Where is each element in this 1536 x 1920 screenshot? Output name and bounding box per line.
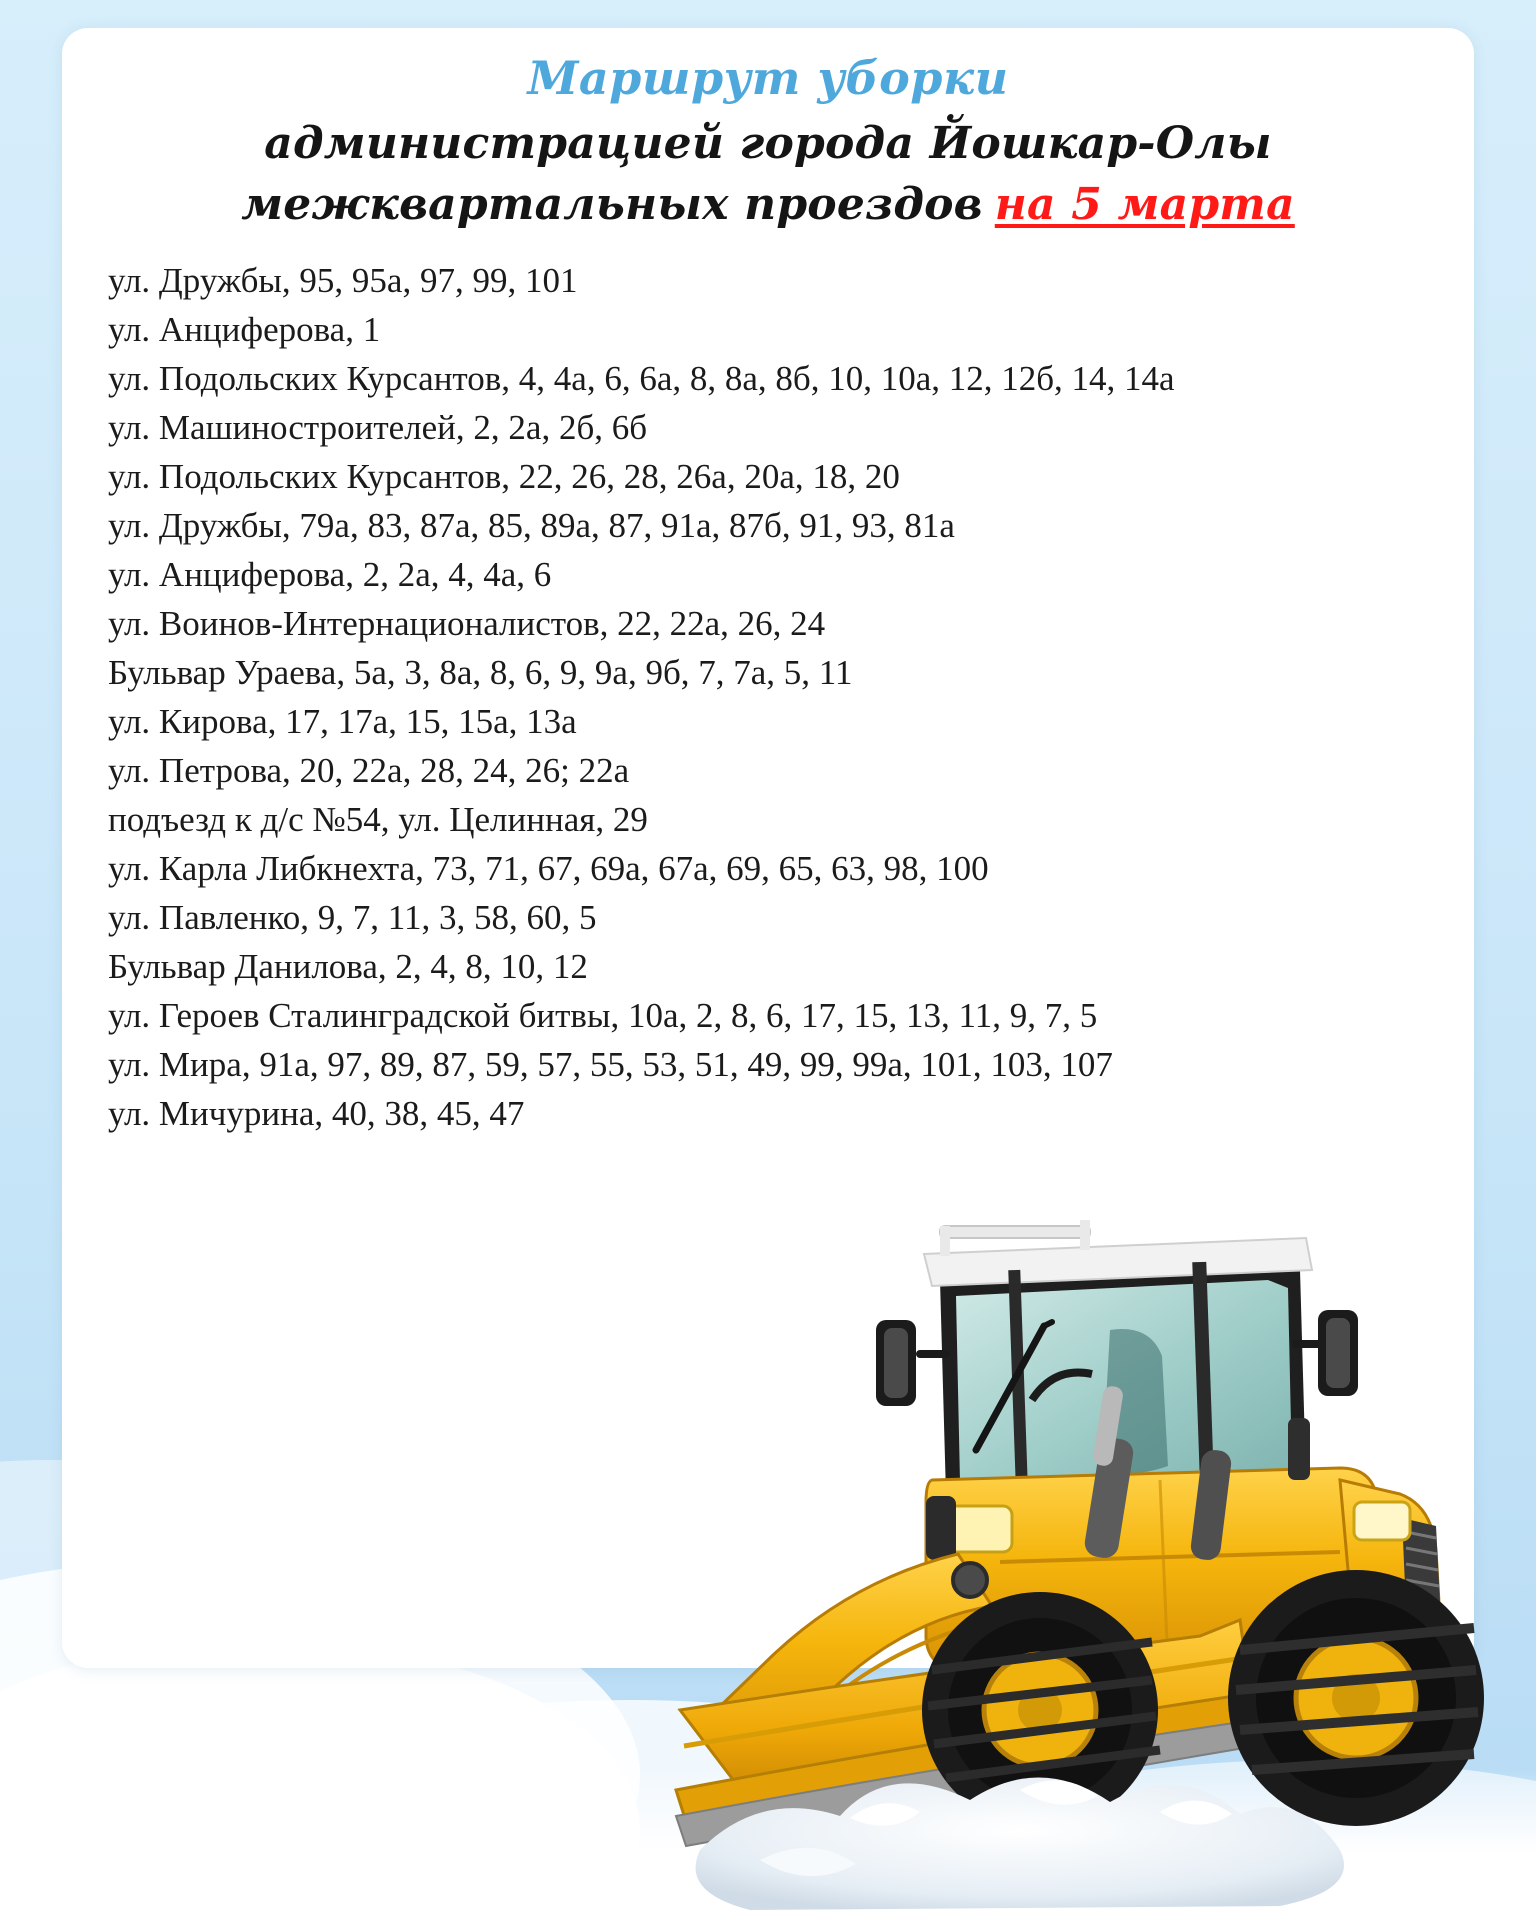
list-item: ул. Воинов-Интернационалистов, 22, 22а, 26, 24 bbox=[108, 604, 826, 644]
list-item: ул. Карла Либкнехта, 73, 71, 67, 69а, 67а, 69, 65, 63, 98, 100 bbox=[108, 849, 989, 889]
date-accent: на 5 марта bbox=[994, 179, 1295, 231]
snow-speck bbox=[470, 1700, 475, 1705]
loader-front-wheel bbox=[1228, 1570, 1484, 1826]
list-item: Бульвар Данилова, 2, 4, 8, 10, 12 bbox=[108, 947, 588, 987]
wheel-loader-illustration bbox=[640, 1150, 1520, 1910]
list-item: ул. Подольских Курсантов, 4, 4а, 6, 6а, 8, 8а, 8б, 10, 10а, 12, 12б, 14, 14а bbox=[108, 359, 1175, 399]
list-item: подъезд к д/с №54, ул. Целинная, 29 bbox=[108, 800, 648, 840]
list-item: ул. Подольских Курсантов, 22, 26, 28, 26а, 20а, 18, 20 bbox=[108, 457, 900, 497]
list-item: ул. Анциферова, 1 bbox=[108, 310, 381, 350]
page-title-script: Маршрут уборки bbox=[527, 51, 1009, 105]
page-title-thirdline-main: межквартальных проездов bbox=[241, 179, 983, 231]
list-item: ул. Мира, 91а, 97, 89, 87, 59, 57, 55, 53, 51, 49, 99, 99а, 101, 103, 107 bbox=[108, 1045, 1113, 1085]
list-item: ул. Кирова, 17, 17а, 15, 15а, 13а bbox=[108, 702, 577, 742]
list-item: Бульвар Ураева, 5а, 3, 8а, 8, 6, 9, 9а, 9б, 7, 7а, 5, 11 bbox=[108, 653, 853, 693]
list-item: ул. Павленко, 9, 7, 11, 3, 58, 60, 5 bbox=[108, 898, 597, 938]
snow-speck bbox=[300, 1800, 306, 1806]
snow-speck bbox=[120, 1740, 127, 1747]
page-title-thirdline bbox=[102, 177, 1434, 232]
poster-heading bbox=[62, 28, 1474, 238]
list-item: ул. Дружбы, 79а, 83, 87а, 85, 89а, 87, 91а, 87б, 91, 93, 81а bbox=[108, 506, 955, 546]
list-item: ул. Мичурина, 40, 38, 45, 47 bbox=[108, 1094, 525, 1134]
list-item: ул. Героев Сталинградской битвы, 10а, 2, 8, 6, 17, 15, 13, 11, 9, 7, 5 bbox=[108, 996, 1098, 1036]
page-title-subline: администрацией города Йошкар-Олы bbox=[264, 118, 1272, 170]
list-item: ул. Анциферова, 2, 2а, 4, 4а, 6 bbox=[108, 555, 552, 595]
list-item: ул. Дружбы, 95, 95а, 97, 99, 101 bbox=[108, 261, 578, 301]
list-item: ул. Машиностроителей, 2, 2а, 2б, 6б bbox=[108, 408, 648, 448]
list-item: ул. Петрова, 20, 22а, 28, 24, 26; 22а bbox=[108, 751, 630, 791]
address-list bbox=[62, 256, 1474, 1138]
